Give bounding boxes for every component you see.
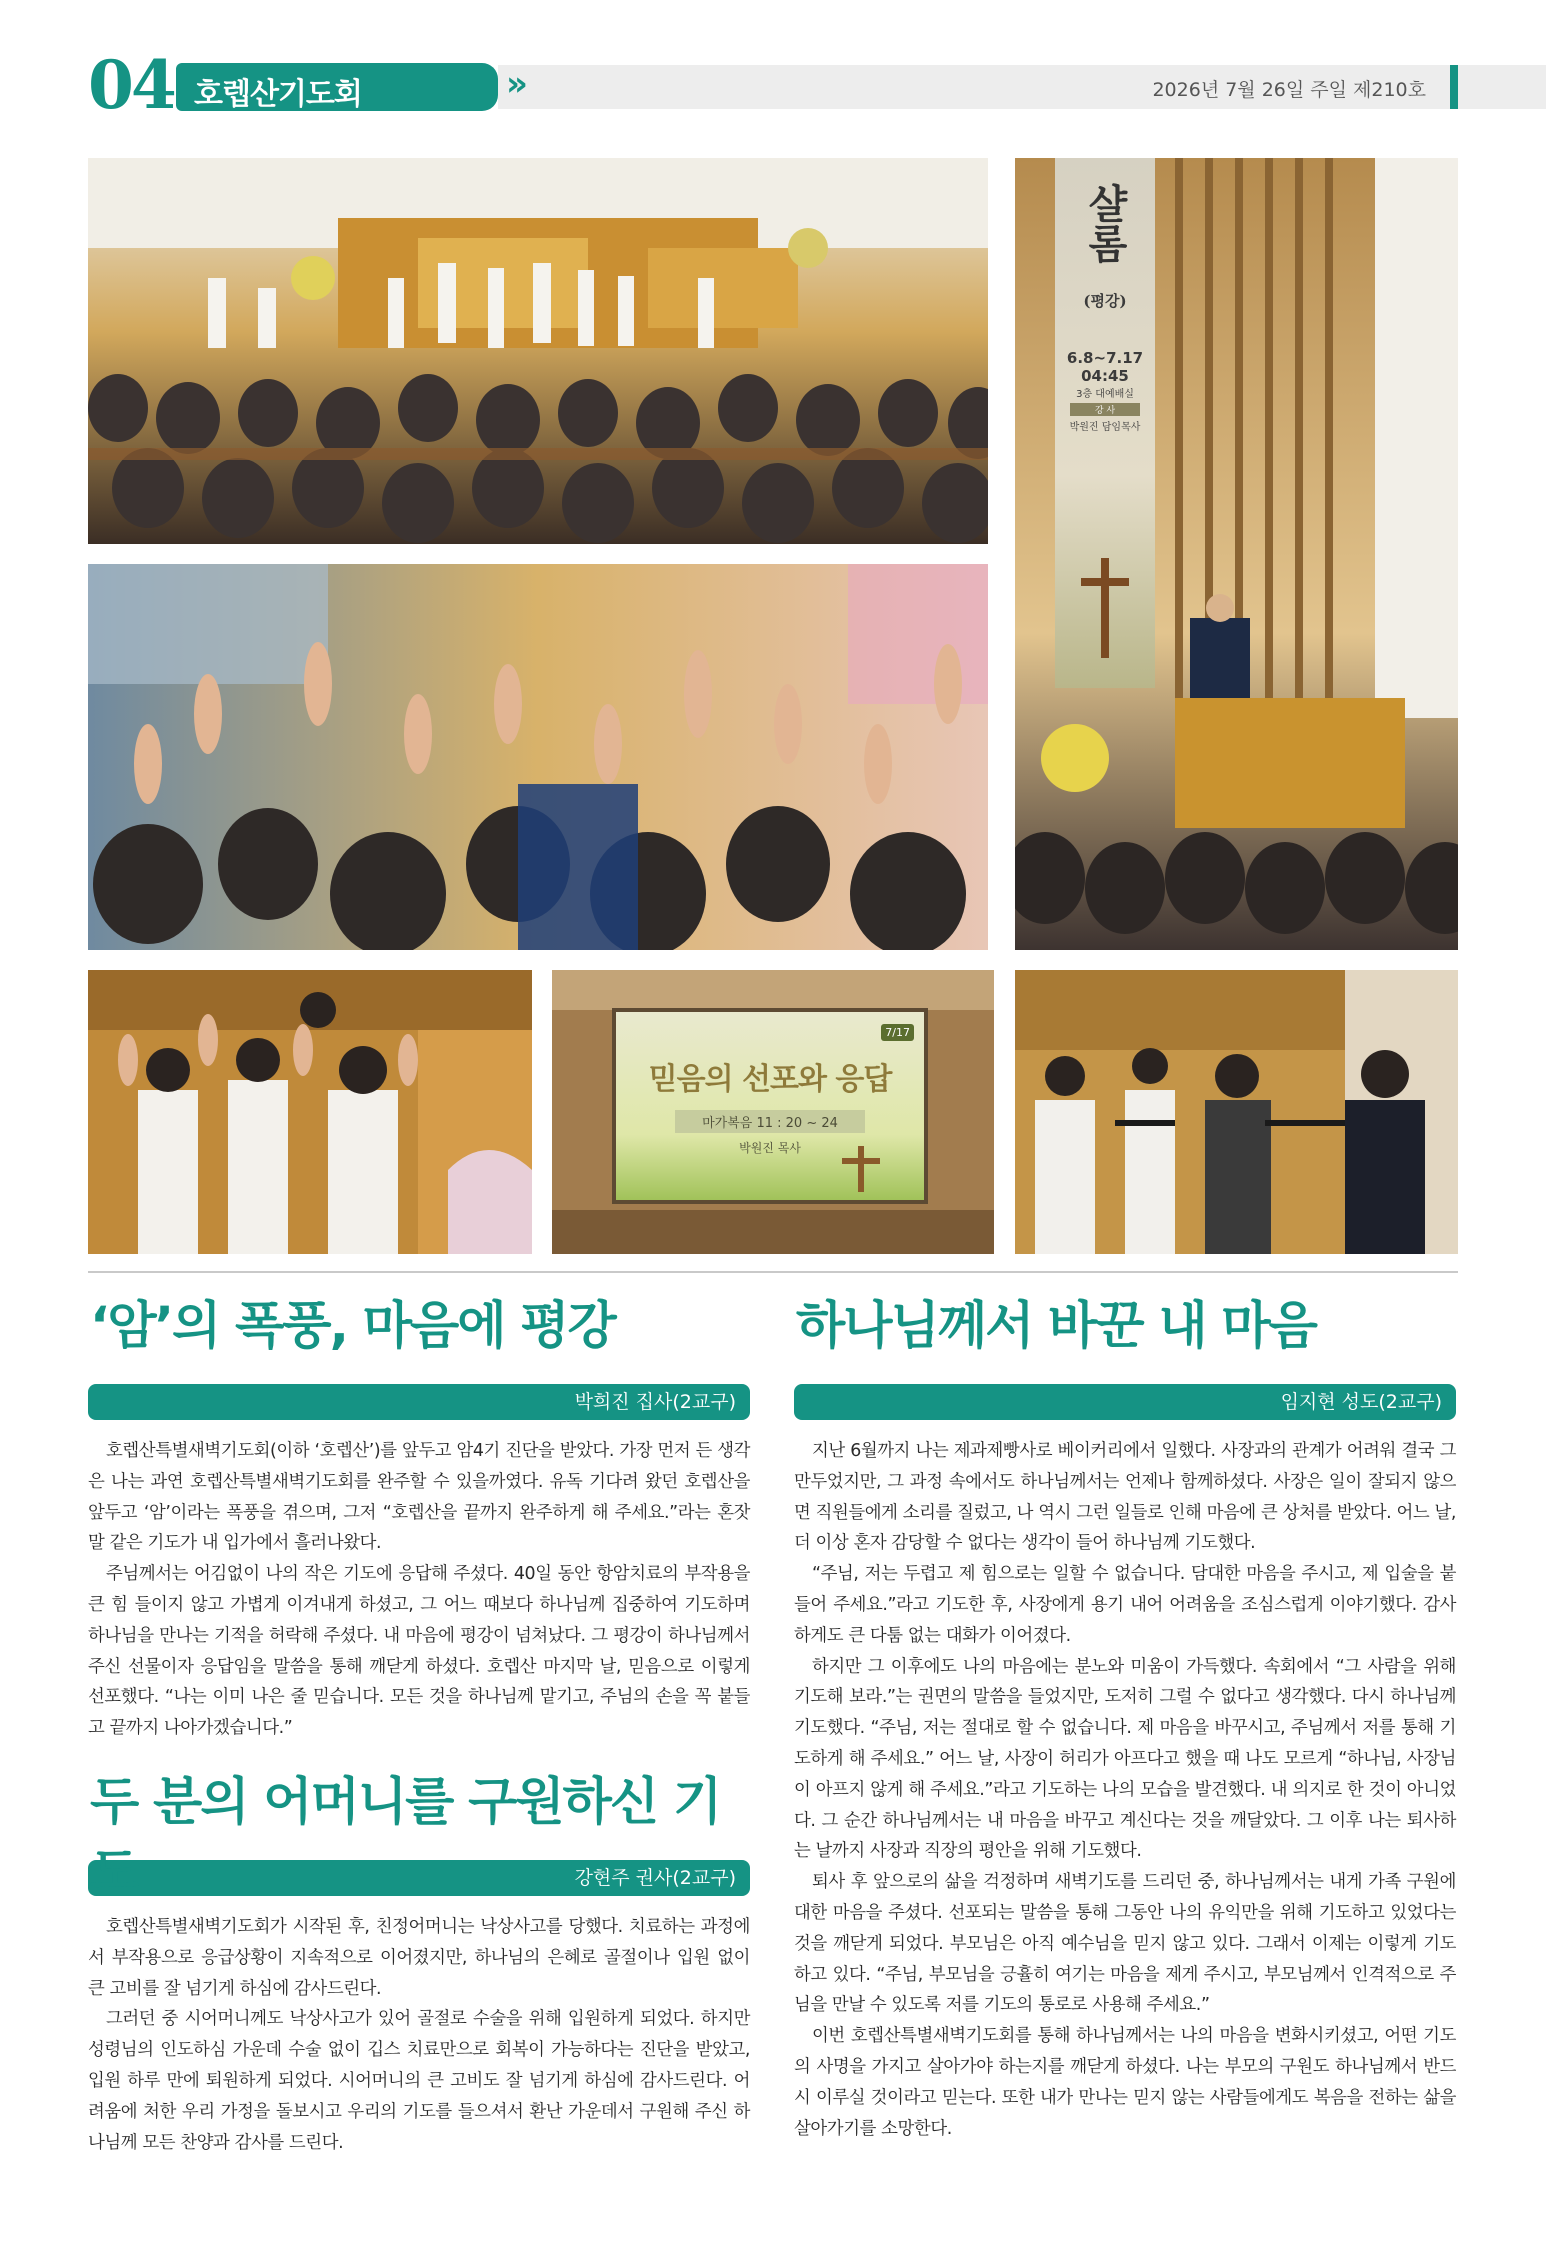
left-column bbox=[88, 1292, 750, 2158]
section-tab bbox=[176, 63, 498, 111]
article-body bbox=[88, 1436, 750, 1744]
article-paragraph: “주님, 저는 두렵고 제 힘으로는 일할 수 없습니다. 담대한 마음을 주시고, 제 입술을 붙들어 주세요.”라고 기도한 후, 사장에게 용기 내어 어려움을 조심스럽게 이야기했다. 감사하게도 큰 다툼 없는 대화가 이어졌다. bbox=[794, 1564, 1456, 1646]
header-accent-bar bbox=[1450, 65, 1458, 109]
slide-preacher: 박원진 목사 bbox=[739, 1141, 801, 1155]
article-paragraph: 하지만 그 이후에도 나의 마음에는 분노와 미움이 가득했다. 속회에서 “그 사람을 위해 기도해 보라.”는 권면의 말씀을 들었지만, 도저히 그럴 수 없다고 생각했다. 다시 하나님께 기도했다. “주님, 저는 절대로 할 수 없습니다. 제 마음을 바꾸시고, 주님께서 저를 통해 기도하게 해 주세요.” 어느 날, 사장이 허리가 아프다고 했을 때 나도 모르게 “하나님, 사장님이 아프지 않게 해 주세요.”라고 기도하는 나의 모습을 발견했다. 내 의지로 한 것이 아니었다. 그 순간 하나님께서는 내 마음을 바꾸고 계신다는 것을 깨달았다. 그 이후 나는 퇴사하는 날까지 사장과 직장의 평안을 위해 기도했다. bbox=[794, 1656, 1456, 1862]
page-header bbox=[88, 46, 1458, 124]
banner-dates: 6.8~7.17 bbox=[1066, 349, 1144, 367]
article-paragraph: 지난 6월까지 나는 제과제빵사로 베이커리에서 일했다. 사장과의 관계가 어려워 결국 그만두었지만, 그 과정 속에서도 하나님께서는 언제나 함께하셨다. 사장은 일이 잘되지 않으면 직원들에게 소리를 질렀고, 나 역시 그런 일들로 인해 마음에 큰 상처를 받았다. 어느 날, 더 이상 혼자 감당할 수 없다는 생각이 들어 하나님께 기도했다. bbox=[794, 1441, 1456, 1554]
article-paragraph: 호렙산특별새벽기도회가 시작된 후, 친정어머니는 낙상사고를 당했다. 치료하는 과정에서 부작용으로 응급상황이 지속적으로 이어졌지만, 하나님의 은혜로 골절이나 입원 없이 큰 고비를 잘 넘기게 하심에 감사드린다. bbox=[88, 1916, 750, 1999]
banner-text bbox=[1055, 158, 1155, 488]
right-column bbox=[794, 1292, 1456, 2144]
photo-preacher-banner bbox=[1015, 158, 1458, 950]
article-paragraph: 주님께서는 어김없이 나의 작은 기도에 응답해 주셨다. 40일 동안 항암치료의 부작용을 큰 힘 들이지 않고 가볍게 이겨내게 하셨고, 그 어느 때보다 하나님께 집중하여 기도하며 하나님을 만나는 기적을 허락해 주셨다. 내 마음에 평강이 넘쳐났다. 그 평강이 하나님께서 주신 선물이자 응답임을 말씀을 통해 깨닫게 하셨다. 호렙산 마지막 날, 믿음으로 이렇게 선포했다. “나는 이미 나은 줄 믿습니다. 모든 것을 하나님께 맡기고, 주님의 손을 꼭 붙들고 끝까지 나아가겠습니다.” bbox=[88, 1564, 750, 1739]
photo-worship-singers bbox=[88, 970, 532, 1254]
article-body bbox=[794, 1436, 1456, 2144]
article-byline: 임지현 성도(2교구) bbox=[794, 1384, 1456, 1420]
section-title: 호렙산기도회 bbox=[194, 77, 362, 112]
article-byline: 박희진 집사(2교구) bbox=[88, 1384, 750, 1420]
page-number: 04 bbox=[88, 46, 174, 124]
slide-text bbox=[618, 1014, 922, 1200]
slide-date-badge: 7/17 bbox=[881, 1024, 914, 1041]
banner-speaker: 박원진 담임목사 bbox=[1069, 422, 1141, 433]
article-paragraph: 호렙산특별새벽기도회(이하 ‘호렙산’)를 앞두고 암4기 진단을 받았다. 가장 먼저 든 생각은 나는 과연 호렙산특별새벽기도회를 완주할 수 있을까였다. 유독 기다려 왔던 호렙산을 앞두고 ‘암’이라는 폭풍을 겪으며, 그저 “호렙산을 끝까지 완주하게 해 주세요.”라는 혼잣말 같은 기도가 내 입가에서 흘러나왔다. bbox=[88, 1441, 750, 1554]
article-paragraph: 퇴사 후 앞으로의 삶을 걱정하며 새벽기도를 드리던 중, 하나님께서는 내게 가족 구원에 대한 마음을 주셨다. 선포되는 말씀을 통해 그동안 나의 유익만을 위해 기도하고 있었다는 것을 깨닫게 되었다. 부모님은 아직 예수님을 믿지 않고 있다. 그래서 이제는 이렇게 기도하고 있다. “주님, 부모님을 긍휼히 여기는 마음을 제게 주시고, 부모님께서 인격적으로 주님을 만날 수 있도록 저를 기도의 통로로 사용해 주세요.” bbox=[794, 1872, 1456, 2016]
photo-worship-stage bbox=[88, 158, 988, 544]
article-headline: 두 분의 어머니를 구원하신 기도 bbox=[90, 1772, 721, 1902]
article-body bbox=[88, 1912, 750, 2158]
banner-subtitle: (평강) bbox=[1083, 292, 1127, 310]
photo-worship-leaders bbox=[1015, 970, 1458, 1254]
section-divider bbox=[88, 1271, 1458, 1273]
article-headline: ‘암’의 폭풍, 마음에 평강 bbox=[90, 1297, 615, 1356]
banner-speaker-tag: 강 사 bbox=[1070, 403, 1140, 416]
banner-title: 샬롬 bbox=[1081, 183, 1129, 263]
slide-scripture: 마가복음 11 : 20 ~ 24 bbox=[675, 1110, 865, 1133]
photo-sermon-slide bbox=[552, 970, 994, 1254]
double-chevron-icon: » bbox=[506, 64, 520, 104]
article-paragraph: 그러던 중 시어머니께도 낙상사고가 있어 골절로 수술을 위해 입원하게 되었다. 하지만 성령님의 인도하심 가운데 수술 없이 깁스 치료만으로 회복이 가능하다는 진단을 받았고, 입원 하루 만에 퇴원하게 되었다. 시어머니의 큰 고비도 잘 넘기게 하심에 감사드린다. 어려움에 처한 우리 가정을 돌보시고 우리의 기도를 들으셔서 환난 가운데서 구원해 주신 하나님께 모든 찬양과 감사를 드린다. bbox=[88, 2009, 750, 2153]
article-headline: 하나님께서 바꾼 내 마음 bbox=[796, 1297, 1316, 1356]
slide-title: 믿음의 선포와 응답 bbox=[648, 1062, 892, 1097]
article-paragraph: 이번 호렙산특별새벽기도회를 통해 하나님께서는 나의 마음을 변화시키셨고, 어떤 기도의 사명을 가지고 살아가야 하는지를 깨닫게 하셨다. 나는 부모의 구원도 하나님께서 반드시 이루실 것이라고 믿는다. 또한 내가 만나는 믿지 않는 사람들에게도 복음을 전하는 삶을 살아가기를 소망한다. bbox=[794, 2026, 1456, 2139]
photo-congregation-praying bbox=[88, 564, 988, 950]
banner-time: 04:45 bbox=[1081, 367, 1129, 385]
issue-info: 2026년 7월 26일 주일 제210호 bbox=[1152, 79, 1426, 101]
article-byline: 강현주 권사(2교구) bbox=[88, 1860, 750, 1896]
banner-place: 3층 대예배실 bbox=[1076, 389, 1134, 400]
